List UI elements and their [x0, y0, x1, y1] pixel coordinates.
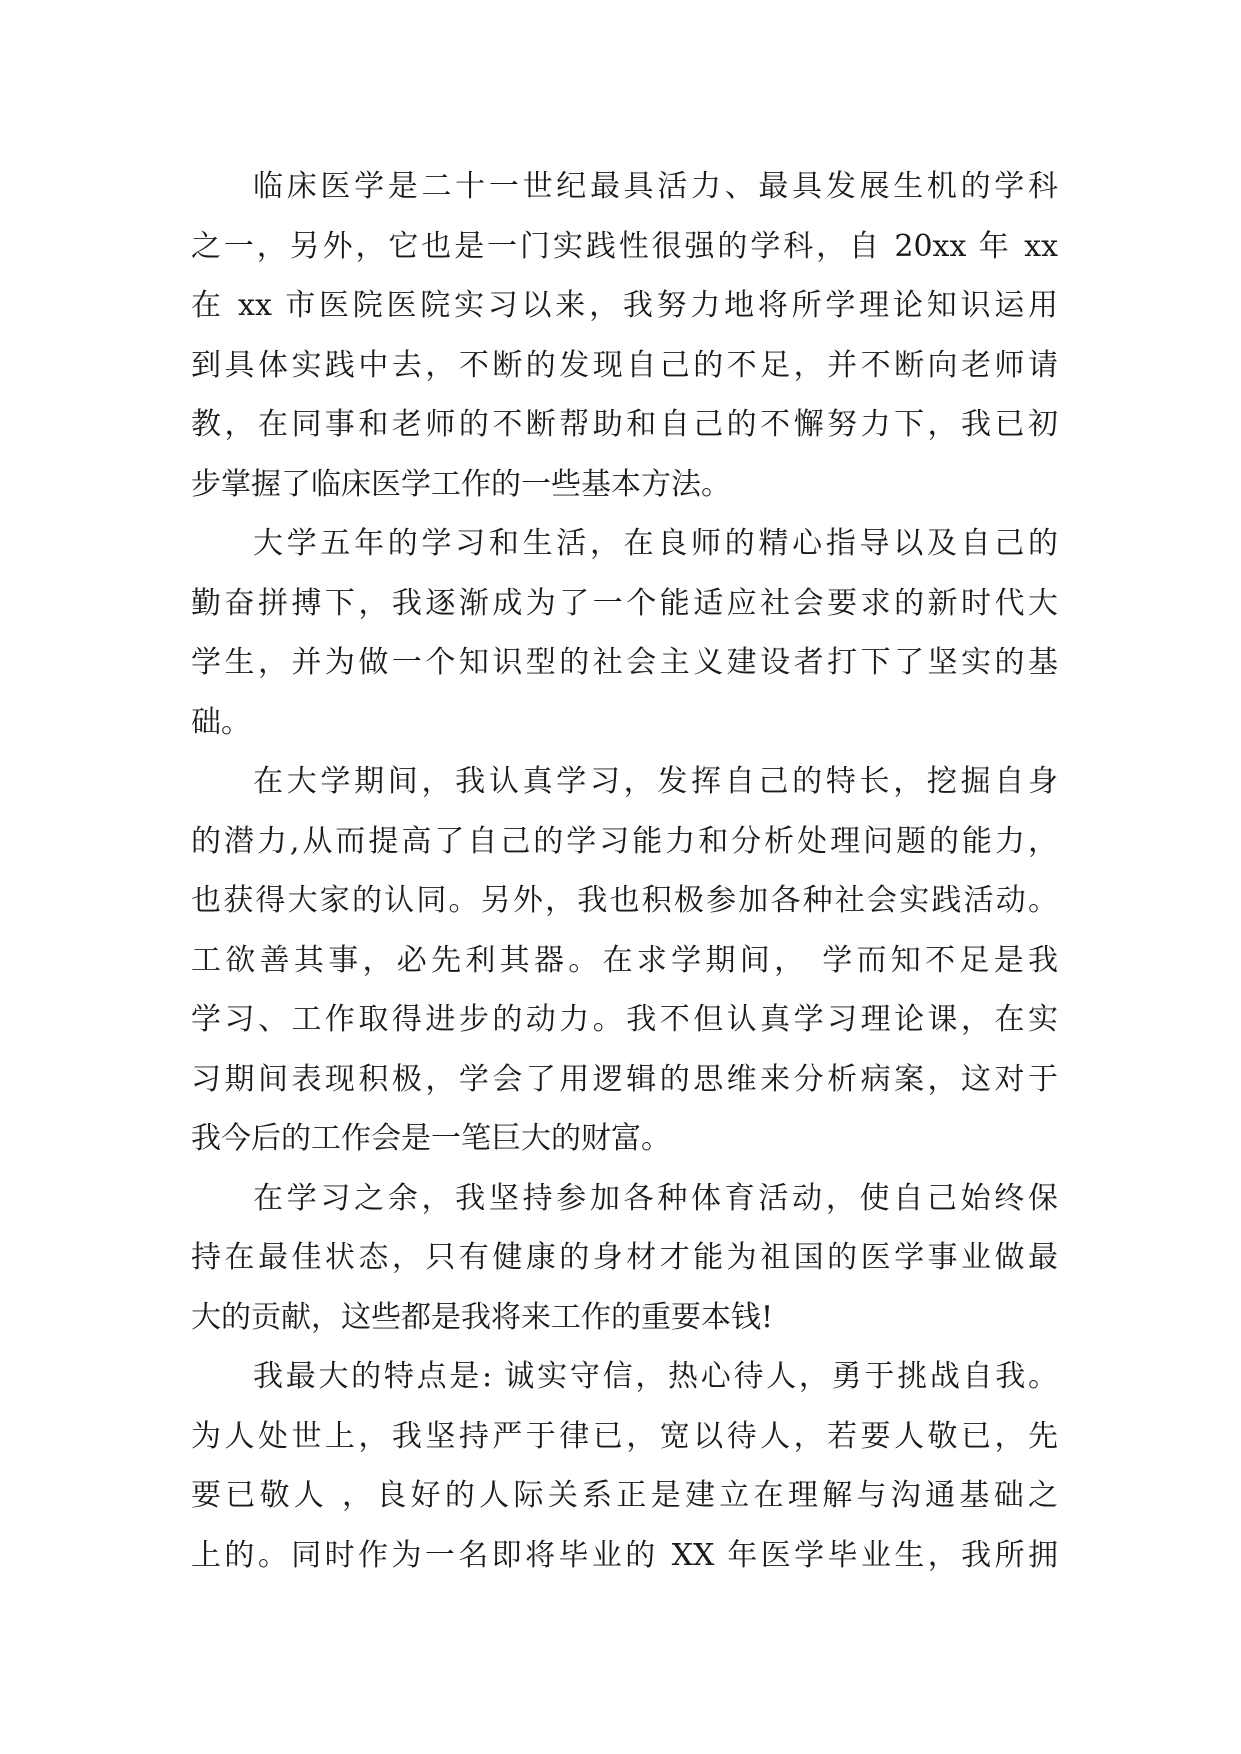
paragraph-1-line-6: 步掌握了临床医学工作的一些基本方法。 — [191, 466, 731, 502]
paragraph-5-line-1: 我最大的特点是: 诚实守信，热心待人，勇于挑战自我。 — [253, 1359, 1058, 1394]
paragraph-1-line-3: 在 xx 市医院医院实习以来，我努力地将所学理论知识运用 — [191, 288, 1058, 323]
paragraph-5-line-3: 要已敬人 ，良好的人际关系正是建立在理解与沟通基础之 — [191, 1478, 1058, 1513]
paragraph-1-line-2: 之一，另外，它也是一门实践性很强的学科，自 20xx 年 xx — [191, 228, 1058, 264]
paragraph-2-line-2: 勤奋拼搏下，我逐渐成为了一个能适应社会要求的新时代大 — [191, 585, 1058, 621]
paragraph-1-line-1: 临床医学是二十一世纪最具活力、最具发展生机的学科 — [253, 169, 1058, 204]
paragraph-3-line-4: 工欲善其事，必先利其器。在求学期间， 学而知不足是我 — [191, 942, 1058, 978]
paragraph-3-line-1: 在大学期间，我认真学习，发挥自己的特长，挖掘自身 — [253, 764, 1058, 799]
paragraph-2-line-1: 大学五年的学习和生活，在良师的精心指导以及自己的 — [253, 526, 1058, 561]
paragraph-3-line-2: 的潜力,从而提高了自己的学习能力和分析处理问题的能力， — [191, 823, 1058, 859]
paragraph-1-line-4: 到具体实践中去，不断的发现自己的不足，并不断向老师请 — [191, 347, 1058, 383]
paragraph-3-line-6: 习期间表现积极，学会了用逻辑的思维来分析病案，这对于 — [191, 1061, 1058, 1097]
paragraph-4-line-1: 在学习之余，我坚持参加各种体育活动，使自己始终保 — [253, 1180, 1058, 1216]
paragraph-3-line-5: 学习、工作取得进步的动力。我不但认真学习理论课，在实 — [191, 1002, 1058, 1037]
paragraph-3-line-7: 我今后的工作会是一笔巨大的财富。 — [191, 1121, 671, 1156]
paragraph-4-line-3: 大的贡献，这些都是我将来工作的重要本钱! — [191, 1299, 774, 1335]
paragraph-5-line-2: 为人处世上，我坚持严于律已，宽以待人，若要人敬已，先 — [191, 1418, 1058, 1454]
document-body — [191, 157, 1058, 1585]
paragraph-3-line-3: 也获得大家的认同。另外，我也积极参加各种社会实践活动。 — [191, 883, 1058, 918]
paragraph-2-line-4: 础。 — [191, 704, 251, 740]
paragraph-1-line-5: 教，在同事和老师的不断帮助和自己的不懈努力下，我已初 — [191, 407, 1058, 442]
paragraph-5-line-4: 上的。同时作为一名即将毕业的 XX 年医学毕业生，我所拥 — [191, 1537, 1058, 1573]
paragraph-2-line-3: 学生，并为做一个知识型的社会主义建设者打下了坚实的基 — [191, 645, 1058, 680]
paragraph-4-line-2: 持在最佳状态，只有健康的身材才能为祖国的医学事业做最 — [191, 1240, 1058, 1275]
